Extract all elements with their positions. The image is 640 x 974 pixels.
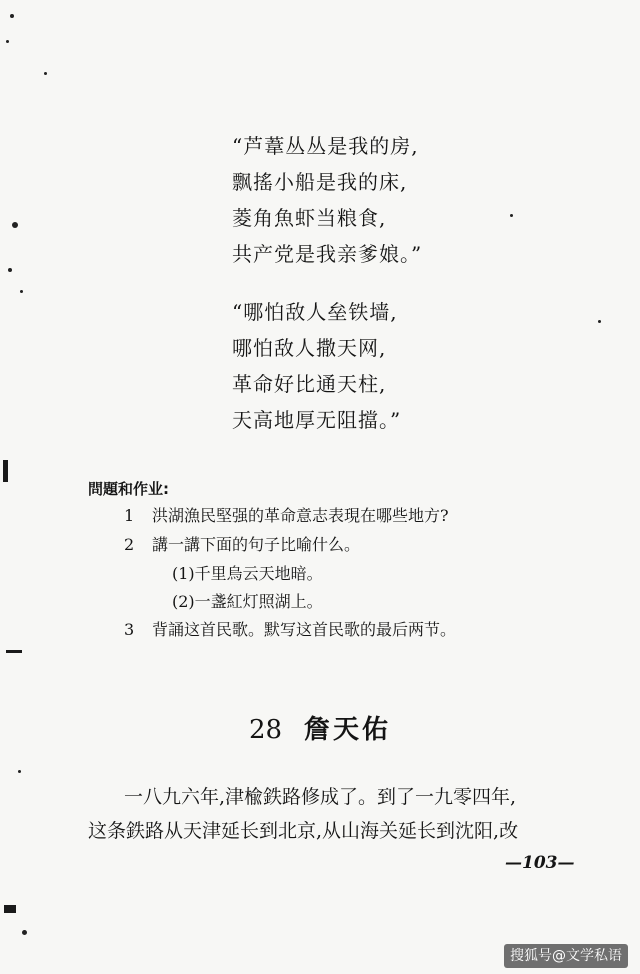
poem-line: 哪怕敌人撒天网, — [232, 336, 387, 360]
lesson-number: 28 — [248, 715, 283, 745]
lesson-name: 詹天佑 — [304, 715, 392, 745]
scan-speck — [598, 320, 601, 323]
page-number: —103— — [505, 853, 575, 873]
poem-line: 菱角魚虾当粮食, — [232, 206, 387, 230]
exercise-number: 3 — [124, 620, 135, 639]
scan-speck — [12, 222, 18, 228]
exercise-text: 洪湖漁民堅强的革命意志表現在哪些地方? — [152, 506, 449, 525]
exercise-item-1 — [124, 505, 449, 527]
exercise-item-3 — [124, 619, 456, 641]
exercise-text: 背誦这首民歌。默写这首民歌的最后两节。 — [152, 620, 457, 639]
binding-mark — [4, 905, 16, 913]
scan-speck — [44, 72, 47, 75]
poem-line: 飘搖小船是我的床, — [232, 170, 408, 194]
lesson-title — [0, 710, 640, 750]
exercise-subitem-1: (1)千里烏云天地暗。 — [172, 564, 323, 583]
binding-mark — [6, 650, 22, 653]
scan-speck — [8, 268, 12, 272]
exercises-heading: 問題和作业: — [88, 480, 169, 498]
scan-speck — [22, 930, 27, 935]
exercise-item-2 — [124, 534, 360, 556]
poem-stanza-1 — [232, 128, 492, 272]
body-paragraph-line: 一八九六年,津楡鉄路修成了。到了一九零四年, — [124, 786, 517, 808]
poem-line: 共产党是我亲爹娘。” — [232, 242, 423, 266]
exercise-number: 2 — [124, 535, 135, 554]
binding-mark — [3, 460, 8, 482]
poem-line: 天高地厚无阻擋。” — [232, 408, 402, 432]
exercise-subitem-2: (2)一盞紅灯照湖上。 — [172, 592, 323, 611]
scan-speck — [10, 14, 14, 18]
exercise-number: 1 — [124, 506, 135, 525]
watermark: 搜狐号@文学私语 — [504, 944, 628, 968]
poem-stanza-2 — [232, 294, 492, 438]
exercise-text: 講一講下面的句子比喻什么。 — [152, 535, 361, 554]
scan-speck — [18, 770, 21, 773]
poem-line: “哪怕敌人垒铁墙, — [232, 300, 398, 324]
scan-speck — [20, 290, 23, 293]
poem-line: 革命好比通天柱, — [232, 372, 387, 396]
body-paragraph-line: 这条鉄路从天津延长到北京,从山海关延长到沈阳,改 — [88, 820, 519, 842]
scan-speck — [6, 40, 9, 43]
scan-speck — [510, 214, 513, 217]
poem-line: “芦葦丛丛是我的房, — [232, 134, 419, 158]
